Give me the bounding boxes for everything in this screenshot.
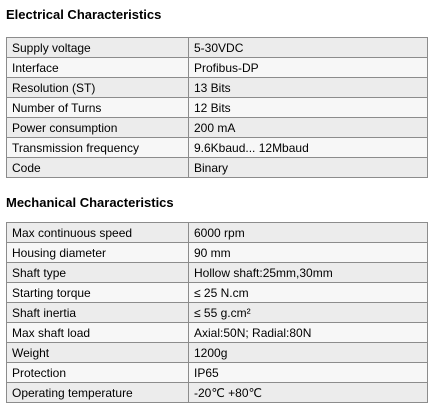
electrical-characteristics-heading: Electrical Characteristics	[6, 7, 162, 22]
spec-label: Protection	[7, 363, 189, 383]
spec-value: Profibus-DP	[189, 58, 428, 78]
spec-label: Number of Turns	[7, 98, 189, 118]
spec-value: Binary	[189, 158, 428, 178]
spec-label: Power consumption	[7, 118, 189, 138]
table-row	[7, 383, 428, 403]
spec-label: Operating temperature	[7, 383, 189, 403]
spec-label: Shaft inertia	[7, 303, 189, 323]
table-row	[7, 303, 428, 323]
spec-value: ≤ 55 g.cm²	[189, 303, 428, 323]
table-row	[7, 78, 428, 98]
spec-value: 1200g	[189, 343, 428, 363]
spec-value: 90 mm	[189, 243, 428, 263]
spec-label: Max shaft load	[7, 323, 189, 343]
table-row	[7, 243, 428, 263]
spec-label: Weight	[7, 343, 189, 363]
spec-label: Supply voltage	[7, 38, 189, 58]
spec-value: 200 mA	[189, 118, 428, 138]
table-row	[7, 343, 428, 363]
spec-label: Housing diameter	[7, 243, 189, 263]
table-row	[7, 38, 428, 58]
table-row	[7, 283, 428, 303]
electrical-characteristics-table	[6, 37, 428, 178]
spec-value: IP65	[189, 363, 428, 383]
table-row	[7, 263, 428, 283]
spec-value: -20℃ +80℃	[189, 383, 428, 403]
table-row	[7, 58, 428, 78]
spec-label: Resolution (ST)	[7, 78, 189, 98]
spec-label: Shaft type	[7, 263, 189, 283]
spec-value: ≤ 25 N.cm	[189, 283, 428, 303]
mechanical-characteristics-heading: Mechanical Characteristics	[6, 195, 174, 210]
spec-value: 9.6Kbaud... 12Mbaud	[189, 138, 428, 158]
table-row	[7, 158, 428, 178]
spec-label: Starting torque	[7, 283, 189, 303]
spec-value: Axial:50N; Radial:80N	[189, 323, 428, 343]
table-row	[7, 138, 428, 158]
table-row	[7, 118, 428, 138]
spec-label: Interface	[7, 58, 189, 78]
mechanical-characteristics-table	[6, 222, 428, 403]
table-row	[7, 223, 428, 243]
spec-value: 5-30VDC	[189, 38, 428, 58]
spec-label: Transmission frequency	[7, 138, 189, 158]
table-row	[7, 98, 428, 118]
table-row	[7, 363, 428, 383]
spec-value: 12 Bits	[189, 98, 428, 118]
spec-label: Code	[7, 158, 189, 178]
spec-value: 6000 rpm	[189, 223, 428, 243]
table-row	[7, 323, 428, 343]
spec-label: Max continuous speed	[7, 223, 189, 243]
spec-value: Hollow shaft:25mm,30mm	[189, 263, 428, 283]
spec-value: 13 Bits	[189, 78, 428, 98]
